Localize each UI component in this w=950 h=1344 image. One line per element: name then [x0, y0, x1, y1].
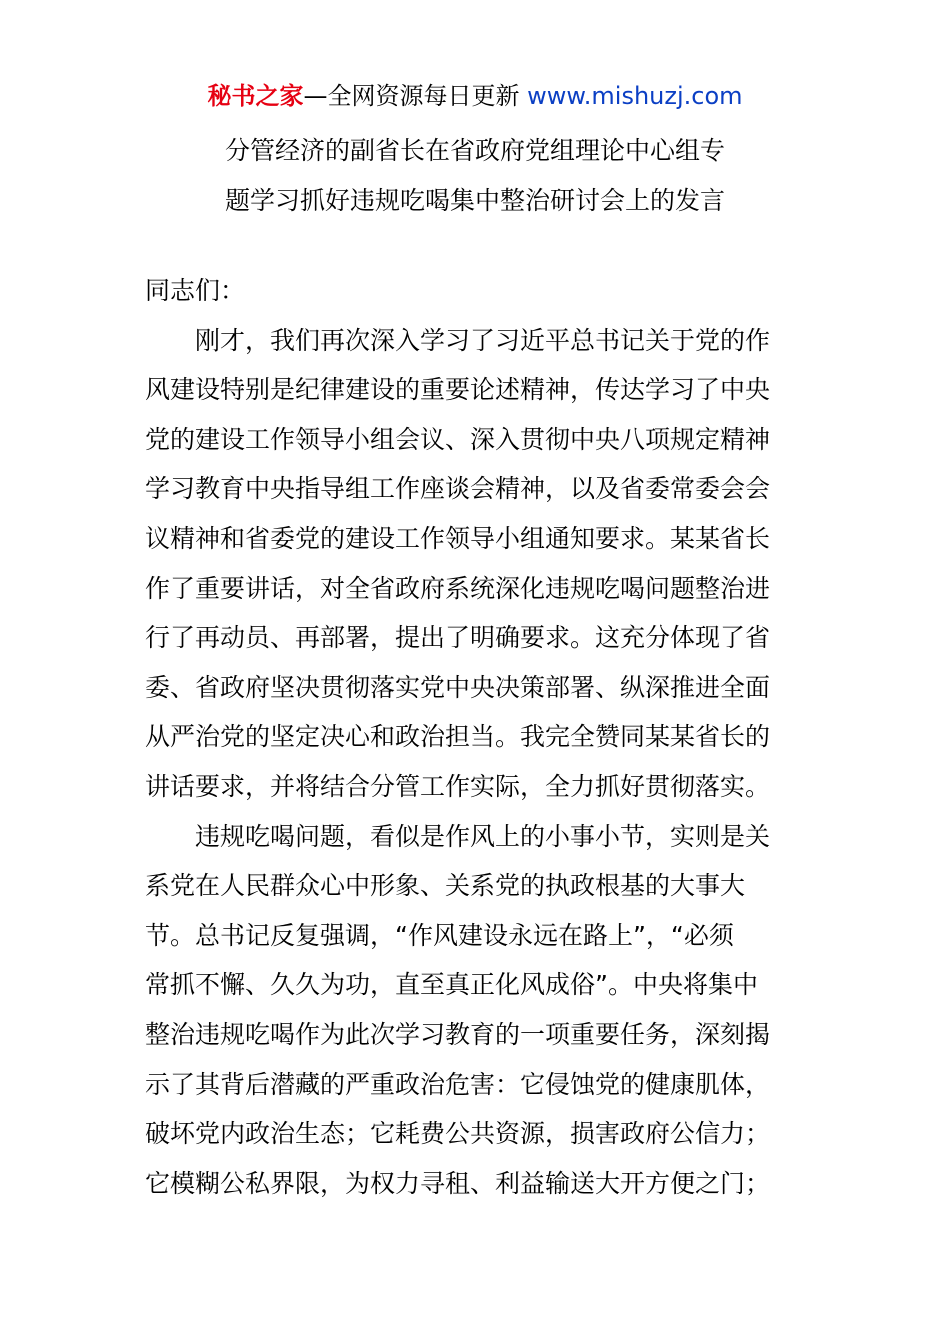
paragraph-line: 刚才，我们再次深入学习了习近平总书记关于党的作 — [195, 325, 771, 355]
paragraph-line: 议精神和省委党的建设工作领导小组通知要求。某某省长 — [145, 523, 771, 553]
paragraph-line: 整治违规吃喝作为此次学习教育的一项重要任务，深刻揭 — [145, 1019, 771, 1049]
paragraph-line: 委、省政府坚决贯彻落实党中央决策部署、纵深推进全面 — [145, 672, 771, 702]
paragraph — [145, 812, 815, 1209]
paragraph-line: 违规吃喝问题，看似是作风上的小事小节，实则是关 — [195, 821, 771, 851]
paragraph-line: 示了其背后潜藏的严重政治危害：它侵蚀党的健康肌体， — [145, 1069, 771, 1099]
paragraph-line: 讲话要求，并将结合分管工作实际，全力抓好贯彻落实。 — [145, 771, 771, 801]
title-line: 分管经济的副省长在省政府党组理论中心组专 — [224, 136, 725, 165]
paragraph — [145, 316, 815, 812]
paragraph-line: 学习教育中央指导组工作座谈会精神，以及省委常委会会 — [145, 474, 771, 504]
paragraph-line: 常抓不懈、久久为功，直至真正化风成俗”。中央将集中 — [145, 970, 758, 1000]
paragraph-line: 从严治党的坚定决心和政治担当。我完全赞同某某省长的 — [145, 722, 771, 752]
salutation: 同志们： — [145, 276, 246, 305]
paragraph-line: 行了再动员、再部署，提出了明确要求。这充分体现了省 — [145, 623, 771, 653]
paragraph-line: 它模糊公私界限，为权力寻租、利益输送大开方便之门； — [145, 1168, 771, 1198]
header-tagline: —全网资源每日更新 — [303, 82, 528, 110]
document-body — [145, 266, 815, 1208]
paragraph-line: 作了重要讲话，对全省政府系统深化违规吃喝问题整治进 — [145, 573, 771, 603]
paragraph-line: 节。总书记反复强调，“作风建设永远在路上”，“必须 — [145, 920, 734, 950]
site-header — [0, 80, 950, 112]
paragraph-line: 风建设特别是纪律建设的重要论述精神，传达学习了中央 — [145, 375, 771, 405]
brand-name: 秘书之家 — [207, 82, 304, 110]
paragraph-line: 党的建设工作领导小组会议、深入贯彻中央八项规定精神 — [145, 424, 771, 454]
document-title — [0, 126, 950, 225]
paragraph-line: 破坏党内政治生态；它耗费公共资源，损害政府公信力； — [145, 1119, 771, 1149]
paragraph-line: 系党在人民群众心中形象、关系党的执政根基的大事大 — [145, 871, 746, 901]
site-url-link[interactable]: www.mishuzj.com — [527, 82, 743, 110]
title-line: 题学习抓好违规吃喝集中整治研讨会上的发言 — [224, 185, 725, 215]
